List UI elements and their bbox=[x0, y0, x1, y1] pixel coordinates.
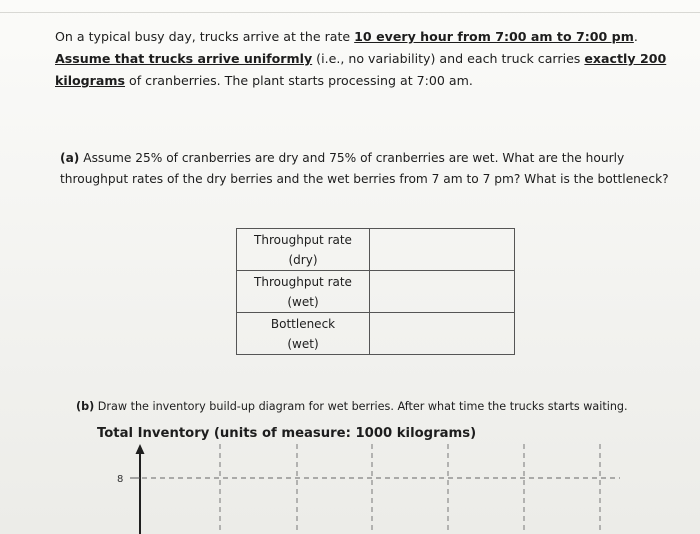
y-axis-arrowhead bbox=[136, 444, 145, 454]
y-tick-label: 8 bbox=[117, 474, 124, 485]
question-a-text: Assume 25% of cranberries are dry and 75% of cranberries are wet. What are the hourly throughput rates of the dry berries and the wet berries from 7 am to 7 pm? What is the bottleneck? bbox=[60, 151, 669, 186]
row-label-line1: Bottleneck bbox=[270, 316, 336, 331]
question-a-label: (a) bbox=[60, 151, 80, 165]
question-b-label: (b) bbox=[76, 400, 95, 413]
row-label-line2: (wet) bbox=[287, 294, 319, 309]
row-label-line2: (wet) bbox=[287, 336, 319, 351]
question-b-text: Draw the inventory build-up diagram for wet berries. After what time the trucks starts waiting. bbox=[94, 400, 628, 413]
intro-emphasis-weight: exactly 200 kilograms bbox=[55, 51, 667, 88]
intro-text-2: . bbox=[633, 29, 638, 44]
inventory-chart-title: Total Inventory (units of measure: 1000 kilograms) bbox=[97, 426, 477, 441]
row-label-line1: Throughput rate bbox=[254, 232, 352, 247]
intro-text-3: (i.e., no variability) and each truck carries bbox=[312, 51, 585, 66]
intro-text-1: On a typical busy day, trucks arrive at the rate bbox=[55, 29, 355, 44]
intro-emphasis-rate: 10 every hour from 7:00 am to 7:00 pm bbox=[354, 29, 634, 44]
intro-text-4: of cranberries. The plant starts processing at 7:00 am. bbox=[125, 73, 473, 88]
row-label-line2: (dry) bbox=[288, 252, 318, 267]
intro-emphasis-uniform: Assume that trucks arrive uniformly bbox=[55, 51, 313, 66]
row-label-line1: Throughput rate bbox=[254, 274, 352, 289]
